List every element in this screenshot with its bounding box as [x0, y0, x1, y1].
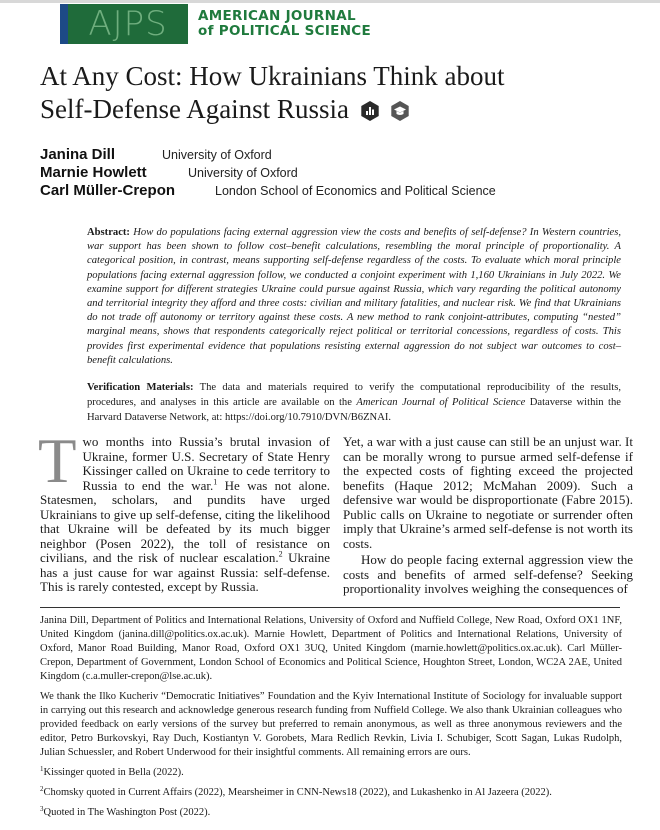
- body-column-left: [38, 426, 330, 595]
- author-name[interactable]: Janina Dill: [40, 146, 116, 163]
- open-materials-badge-icon[interactable]: [390, 101, 410, 121]
- footnote-number: 1: [40, 764, 44, 773]
- title-line2: Self-Defense Against Russia: [40, 94, 349, 124]
- journal-name-line1: AMERICAN JOURNAL: [198, 8, 356, 24]
- article-title: [40, 60, 640, 126]
- journal-name: [198, 9, 371, 39]
- author-affiliation: London School of Economics and Political Science: [215, 184, 496, 198]
- author-name[interactable]: Carl Müller-Crepon: [40, 182, 176, 199]
- verification-label: Verification Materials:: [87, 382, 194, 394]
- body-column-right: [343, 435, 633, 597]
- body-paragraph: [38, 426, 330, 595]
- footnote: [40, 766, 622, 783]
- journal-name-line2: of POLITICAL SCIENCE: [198, 23, 372, 39]
- open-data-badge-icon[interactable]: [360, 101, 380, 121]
- verification-text-before: The data and materials required to verify the computational reproducibility of the results, procedures, and analyses in this article are available on the: [87, 382, 621, 409]
- footnote-number: 3: [40, 804, 44, 813]
- author-affiliation: University of Oxford: [188, 166, 298, 180]
- footnote-text: Kissinger quoted in Bella (2022).: [43, 766, 184, 778]
- author-name[interactable]: Marnie Howlett: [40, 164, 147, 181]
- abstract-text: How do populations facing external aggression view the costs and benefits of self-defense? In Western countries, war support has been shown to follow cost–benefit calculations, resembling the moral principle of proportionality. A categorical position, in contrast, means supporting self-defense regardless of the costs. To evaluate which moral principle populations facing external aggression follow, we conducted a conjoint experiment with 1,160 Ukrainians in July 2022. We examine support for different strategies Ukraine could pursue against Russia, which vary regarding the political autonomy and territorial integrity they afford and three costs: civilian and military fatalities, and nuclear risk. We find that Ukrainians do not trade off autonomy or territory against these costs. A new method to rank conjoint-attributes, computing “nested” marginal means, shows that respondents categorically reject political or territorial concessions, regardless of costs. This provides first experimental evidence that populations resisting external aggression do not subject war outcomes to cost–benefit calculations.: [87, 227, 621, 366]
- verification-text-after[interactable]: Dataverse within the Harvard Dataverse Network, at: https://doi.org/10.7910/DVN/B6ZNAI.: [87, 397, 621, 424]
- body-paragraph: Yet, a war with a just cause can still be an unjust war. It can be morally wrong to pursue armed self-defense if the expected costs of fighting exceed the projected benefits (Haque 2012; McMahan 2009). Such a defensive war would be disproportionate (Fabre 2015). Public calls on Ukraine to negotiate or surrender often imply that Ukraine’s armed self-defense is not worth its costs.: [343, 434, 633, 551]
- logo-stripe: [60, 4, 68, 44]
- footnote: [40, 786, 622, 803]
- footnote-number: 2: [40, 784, 44, 793]
- verification-materials: [87, 380, 621, 425]
- abstract-label: Abstract:: [87, 227, 130, 238]
- author-row: [40, 164, 660, 182]
- body-text: wo months into Russia’s brutal invasion of Ukraine, former U.S. Secretary of State Henry Kissinger called on Ukraine to cede territory to Russia to end the war.: [82, 434, 330, 493]
- journal-logo: [60, 4, 188, 44]
- acknowledgments-note: We thank the Ilko Kucheriv “Democratic Initiatives” Foundation and the Kyiv International Institute of Sociology for invaluable support in carrying out this research and acknowledge generous research funding from Nuffield College. We also thank Ukrainian colleagues who provided feedback on early versions of the survey but preferred to remain anonymous, as well as three anonymous reviewers and the editor, Petro Burkovskyi, Ray Duch, Kostiantyn V. Gorobets, Mara Redlich Revkin, Livia I. Schubiger, Scott Sagan, Lukas Rudolph, Julian Schuessler, and Robert Underwood for their insightful comments. All remaining errors are ours.: [40, 690, 622, 758]
- body-text: He was not alone. Statesmen, scholars, and pundits have urged Ukrainians to give up self-defense, citing the likelihood that Ukraine will be defeated by its much bigger neighbor (Posen 2022), the toll of resistance on civilians, and the risk of nuclear escalation.: [40, 477, 330, 566]
- footnote-text: Quoted in The Washington Post (2022).: [43, 806, 211, 818]
- footnote-divider: [40, 607, 620, 608]
- footnote-ref[interactable]: 2: [278, 549, 283, 559]
- article-page: [0, 3, 660, 830]
- author-contact-note: Janina Dill, Department of Politics and International Relations, University of Oxford and Nuffield College, New Road, Oxford OX1 1NF, United Kingdom (janina.dill@politics.ox.ac.uk). Marnie Howlett, Department of Politics and International Relations, University of Oxford, Manor Road Building, Manor Road, Oxford OX1 3UQ, United Kingdom (marnie.howlett@politics.ox.ac.uk). Carl Müller-Crepon, Department of Government, London School of Economics and Political Science, Houghton Street, London, WC2A 2AE, United Kingdom (c.a.muller-crepon@lse.ac.uk).: [40, 614, 622, 682]
- title-line1: At Any Cost: How Ukrainians Think about: [40, 61, 505, 91]
- journal-header: [60, 4, 660, 44]
- body-columns: [38, 426, 633, 597]
- footnotes-list: [40, 766, 622, 830]
- footnote: [40, 806, 622, 823]
- author-list: [40, 146, 660, 200]
- abstract: [87, 226, 621, 368]
- drop-cap: T: [38, 426, 77, 497]
- logo-letters: AJPS: [88, 4, 168, 44]
- body-text: Ukraine has a just cause for war against Russia: self-defense. This is rarely contested, except by Russia.: [40, 550, 330, 595]
- footnote-ref[interactable]: 1: [213, 477, 218, 487]
- author-affiliation: University of Oxford: [162, 148, 272, 162]
- footnote-text: Chomsky quoted in Current Affairs (2022), Mearsheimer in CNN-News18 (2022), and Lukashenko in Al Jazeera (2022).: [43, 786, 552, 798]
- author-row: [40, 146, 660, 164]
- body-paragraph: How do people facing external aggression view the costs and benefits of armed self-defense? Seeking proportionality involves weighing the consequences of: [343, 552, 633, 597]
- author-row: [40, 182, 660, 200]
- verification-journal-name: American Journal of Political Science: [356, 397, 526, 409]
